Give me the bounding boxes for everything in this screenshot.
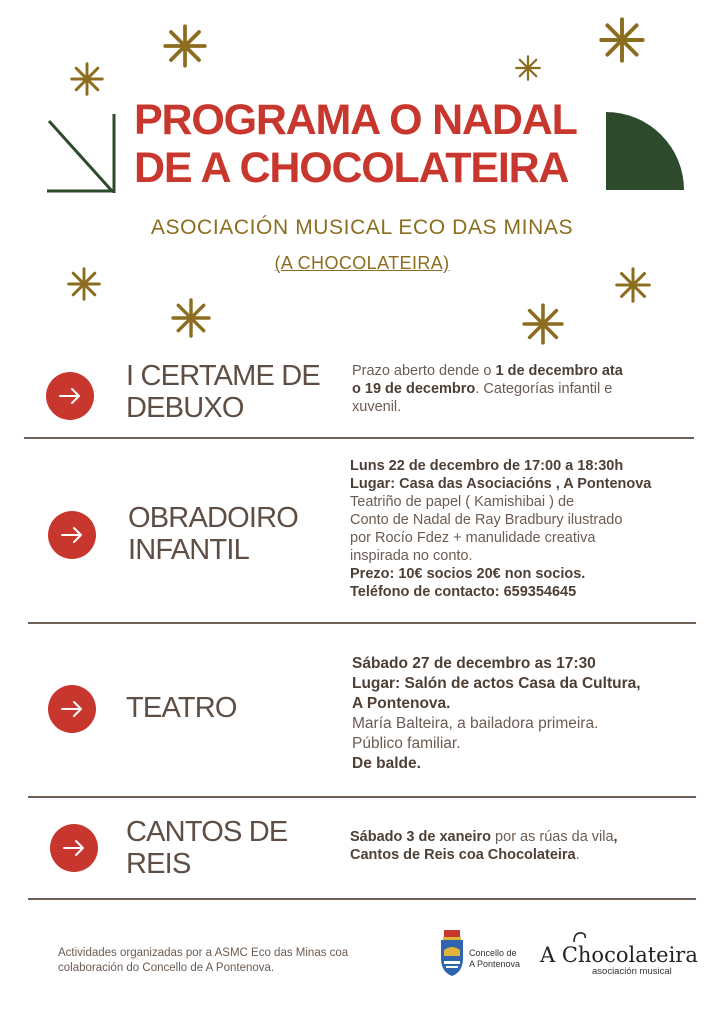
- bold-text: Luns 22 de decembro de 17:00 a 18:30h: [350, 458, 624, 474]
- event-title: [126, 360, 320, 424]
- bold-text: Prezo: 10€ socios 20€ non socios.: [350, 566, 586, 582]
- event-description-line: [352, 714, 641, 734]
- event-description-line: [352, 654, 641, 674]
- footer-line: Actividades organizadas por a ASMC Eco das Minas coa: [58, 947, 349, 959]
- event-description-line: [350, 846, 618, 864]
- event-title-line: CANTOS DE: [126, 816, 288, 848]
- event-description-line: [350, 583, 651, 601]
- event-description-line: [352, 674, 641, 694]
- chocolateira-logo-text: A Chocolateira: [540, 943, 698, 967]
- divider: [28, 622, 696, 624]
- arrow-right-icon: [46, 372, 94, 420]
- event-description: [350, 457, 651, 601]
- arrow-right-icon: [48, 685, 96, 733]
- bold-text: A Pontenova.: [352, 695, 451, 712]
- footer-credits: [58, 946, 418, 976]
- event-title: [126, 692, 237, 724]
- event-description-line: [350, 511, 651, 529]
- text-run: por as rúas da vila: [491, 829, 614, 845]
- bold-text: Sábado 27 de decembro as 17:30: [352, 655, 596, 672]
- text-run: Prazo aberto dende o: [352, 363, 496, 379]
- event-title: [128, 502, 298, 566]
- title-line-1: PROGRAMA O NADAL: [134, 96, 577, 144]
- event-title-line: INFANTIL: [128, 534, 249, 566]
- page-title: [134, 96, 614, 192]
- event-description-line: [350, 565, 651, 583]
- event-description-line: [352, 398, 623, 416]
- event-title: [126, 816, 287, 880]
- text-run: Conto de Nadal de Ray Bradbury ilustrado: [350, 512, 623, 528]
- subtitle: ASOCIACIÓN MUSICAL ECO DAS MINAS: [150, 216, 574, 239]
- event-description: [352, 654, 641, 774]
- text-run: xuvenil.: [352, 399, 402, 415]
- event-description-line: [352, 362, 623, 380]
- concello-crest-logo: [438, 928, 466, 978]
- green-lines-decoration: [46, 112, 118, 196]
- concello-line: A Pontenova: [469, 959, 521, 969]
- star-icon: [171, 298, 211, 343]
- event-description-line: [350, 493, 651, 511]
- text-run: Teatriño de papel ( Kamishibai ) de: [350, 494, 575, 510]
- bold-text: Lugar: Casa das Asociacións , A Pontenova: [350, 476, 652, 492]
- concello-line: Concello de: [469, 948, 517, 958]
- star-icon: [70, 62, 104, 101]
- event-description-line: [352, 754, 641, 774]
- pot-handle-decoration: [572, 930, 588, 944]
- bold-text: Cantos de Reis coa Chocolateira: [350, 847, 576, 863]
- bold-text: Sábado 3 de xaneiro: [350, 829, 492, 845]
- bold-text: 1 de decembro ata: [495, 363, 623, 379]
- star-icon: [599, 17, 645, 68]
- event-title-line: TEATRO: [126, 692, 237, 724]
- chocolateira-logo-subtitle: asociación musical: [592, 966, 672, 977]
- text-run: Público familiar.: [352, 735, 461, 752]
- divider: [24, 437, 694, 439]
- text-run: inspirada no conto.: [350, 548, 473, 564]
- star-icon: [522, 303, 564, 350]
- event-description: [352, 362, 623, 416]
- bold-text: ,: [613, 829, 618, 845]
- event-description: [350, 828, 618, 864]
- title-line-2: DE A CHOCOLATEIRA: [134, 144, 569, 192]
- concello-name: [469, 948, 520, 970]
- text-run: por Rocío Fdez + manulidade creativa: [350, 530, 596, 546]
- star-icon: [515, 55, 541, 86]
- event-title-line: I CERTAME DE: [126, 360, 320, 392]
- text-run: .: [575, 847, 580, 863]
- bold-text: Teléfono de contacto: 659354645: [350, 584, 577, 600]
- event-title-line: REIS: [126, 848, 191, 880]
- divider: [28, 898, 696, 900]
- footer-line: colaboración do Concello de A Pontenova.: [58, 962, 275, 974]
- green-quarter-circle-decoration: [606, 112, 684, 190]
- event-title-line: DEBUXO: [126, 392, 244, 424]
- text-run: . Categorías infantil e: [475, 381, 613, 397]
- event-description-line: [352, 380, 623, 398]
- event-description-line: [352, 734, 641, 754]
- event-description-line: [352, 694, 641, 714]
- event-title-line: OBRADOIRO: [128, 502, 299, 534]
- bold-text: o 19 de decembro: [352, 381, 476, 397]
- bold-text: De balde.: [352, 755, 421, 772]
- event-description-line: [350, 457, 651, 475]
- star-icon: [163, 24, 207, 73]
- text-run: María Balteira, a bailadora primeira.: [352, 715, 599, 732]
- event-description-line: [350, 475, 651, 493]
- bold-text: Lugar: Salón de actos Casa da Cultura,: [352, 675, 641, 692]
- event-description-line: [350, 547, 651, 565]
- event-description-line: [350, 529, 651, 547]
- arrow-right-icon: [50, 824, 98, 872]
- divider: [28, 796, 696, 798]
- subtitle-link[interactable]: (A CHOCOLATEIRA): [274, 253, 450, 273]
- arrow-right-icon: [48, 511, 96, 559]
- event-description-line: [350, 828, 618, 846]
